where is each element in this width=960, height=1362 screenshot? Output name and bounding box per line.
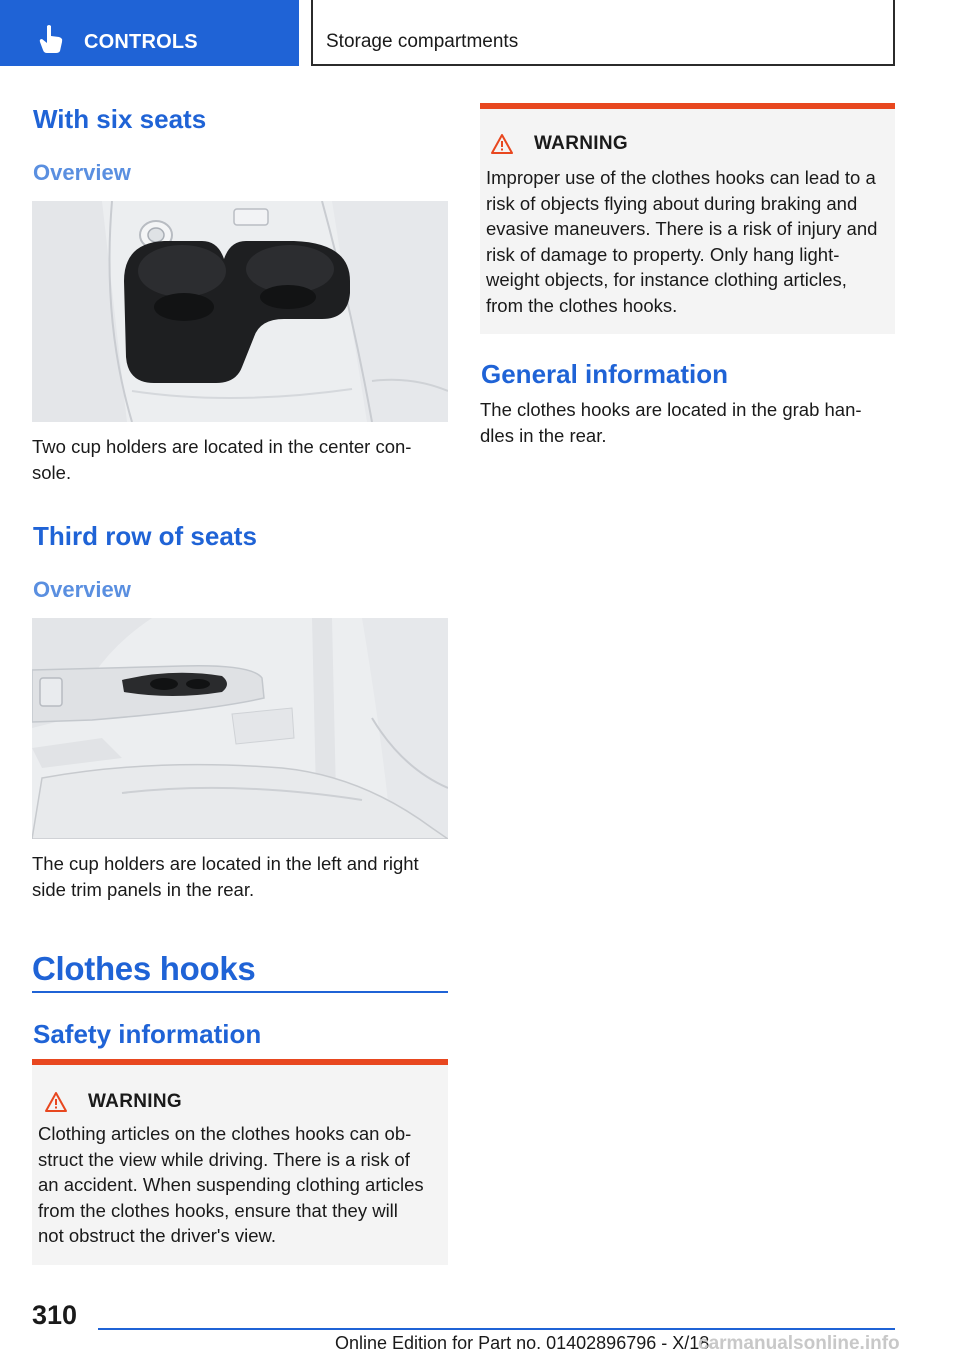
chapter-tab[interactable] — [0, 0, 299, 66]
warning-title: WARNING — [534, 133, 628, 154]
caption-line: The cup holders are located in the left and right — [32, 853, 419, 874]
body-line: The clothes hooks are located in the grab han‐ — [480, 399, 862, 420]
footer-watermark: carmanualsonline.info — [698, 1333, 900, 1354]
header-right-border — [893, 0, 895, 66]
caption-line: Two cup holders are located in the center con‐ — [32, 436, 412, 457]
warning-line: from the clothes hooks. — [486, 294, 678, 316]
overview-heading-2: Overview — [33, 577, 131, 602]
page-number: 310 — [32, 1300, 78, 1330]
warning-triangle-icon — [490, 133, 514, 155]
warning-text — [486, 165, 877, 318]
warning-box-left — [32, 1059, 448, 1265]
footer-rule — [98, 1328, 895, 1330]
body-line: dles in the rear. — [480, 424, 607, 446]
warning-title-row — [44, 1091, 182, 1113]
warning-line: risk of objects flying about during braking and — [486, 192, 858, 214]
warning-line: weight objects, for instance clothing articles, — [486, 269, 847, 290]
warning-title-row — [490, 133, 628, 155]
header-bottom-border — [311, 64, 895, 66]
third-row-heading: Third row of seats — [33, 521, 257, 551]
side-trim-cupholder-image — [32, 618, 448, 839]
footer-edition-text: Online Edition for Part no. 01402896796 - X/18 — [335, 1333, 710, 1353]
section-rule — [32, 991, 448, 993]
safety-information-heading: Safety information — [33, 1019, 262, 1049]
section-title: Storage compartments — [326, 31, 519, 52]
caption-line: sole. — [32, 461, 72, 483]
six-seats-heading: With six seats — [33, 104, 207, 134]
warning-line: an accident. When suspending clothing articles — [38, 1174, 424, 1195]
overview-caption-2 — [32, 851, 419, 902]
warning-box-right — [480, 103, 895, 334]
header-divider — [311, 0, 313, 66]
warning-line: not obstruct the driver's view. — [38, 1225, 276, 1246]
warning-text — [38, 1121, 424, 1249]
caption-line: side trim panels in the rear. — [32, 878, 255, 900]
warning-line: Improper use of the clothes hooks can lead to a — [486, 167, 876, 188]
warning-line: risk of damage to property. Only hang light‐ — [486, 243, 840, 265]
general-information-heading: General information — [481, 359, 729, 389]
warning-line: Clothing articles on the clothes hooks can ob‐ — [38, 1123, 412, 1144]
warning-line: from the clothes hooks, ensure that they will — [38, 1199, 398, 1221]
overview-heading-1: Overview — [33, 160, 131, 185]
warning-line: struct the view while driving. There is a risk of — [38, 1148, 410, 1170]
clothes-hooks-heading: Clothes hooks — [32, 950, 256, 987]
warning-triangle-icon — [44, 1091, 68, 1113]
chapter-label: CONTROLS — [84, 31, 198, 53]
pointing-hand-icon — [38, 24, 64, 54]
center-console-cupholder-image — [32, 201, 448, 422]
warning-line: evasive maneuvers. There is a risk of injury and — [486, 218, 878, 239]
overview-caption-1 — [32, 434, 411, 485]
warning-title: WARNING — [88, 1091, 182, 1112]
general-information-text — [480, 397, 862, 448]
